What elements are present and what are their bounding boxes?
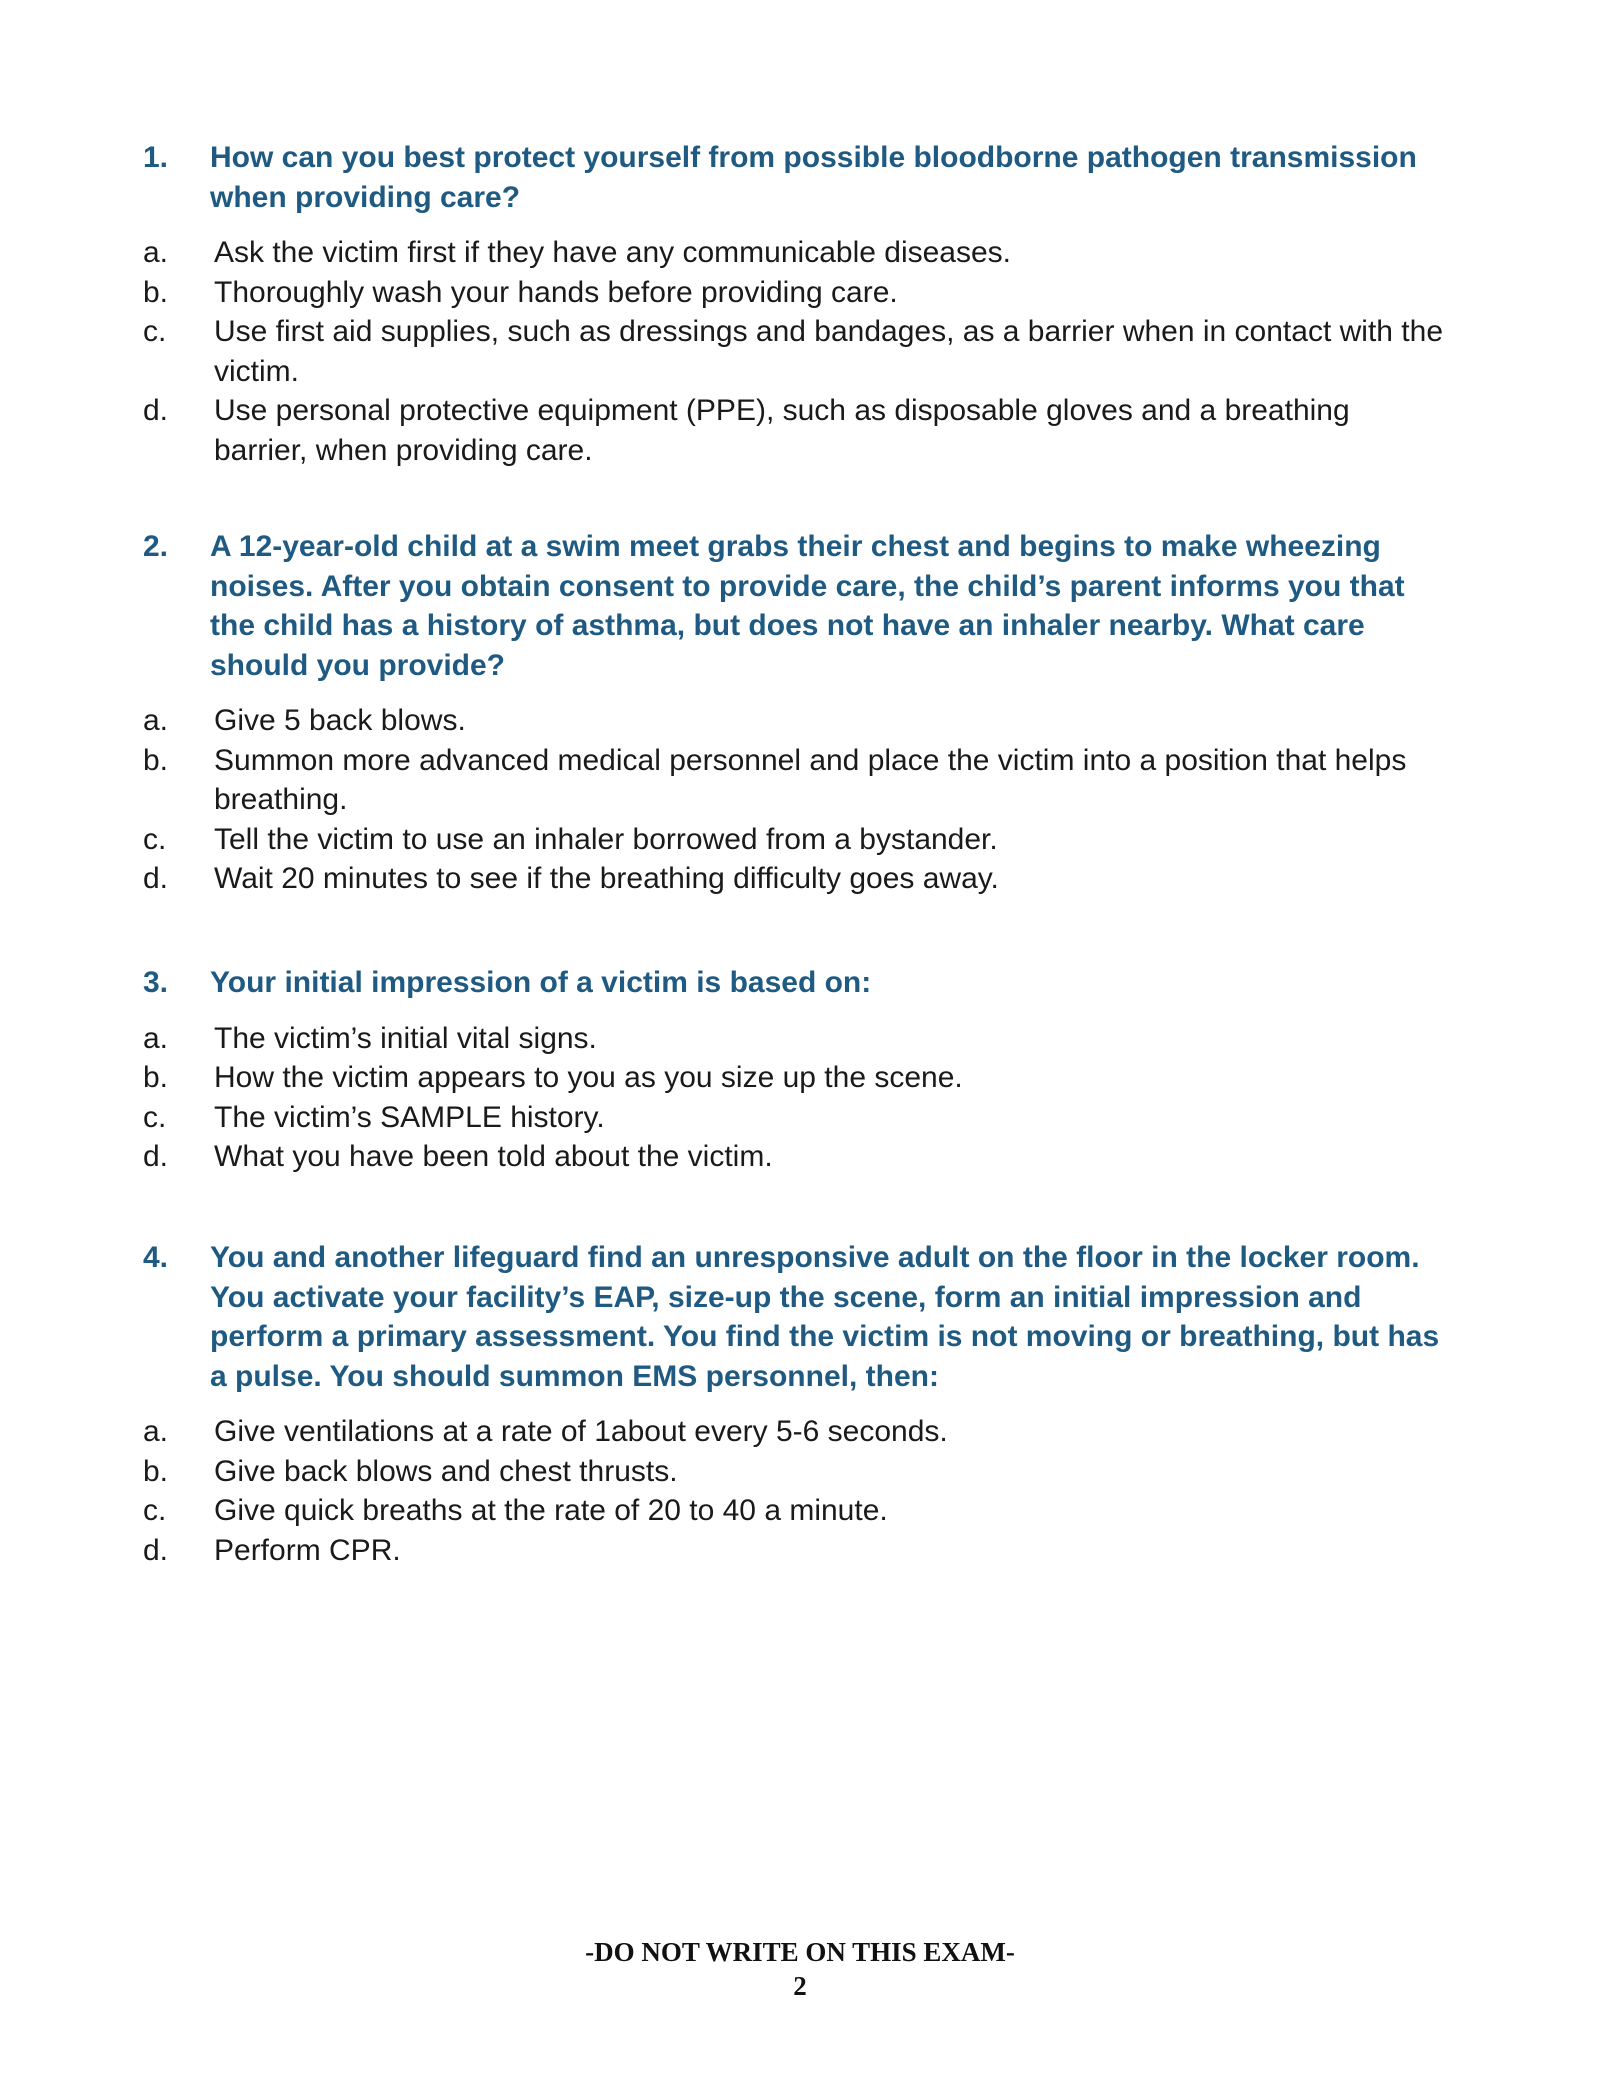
option-text: Give ventilations at a rate of 1about every 5-6 seconds.	[214, 1415, 948, 1448]
question-number: 3.	[143, 966, 169, 999]
question-4	[0, 1238, 1600, 1570]
question-text: You and another lifeguard find an unresponsive adult on the floor in the locker room. You activate your facility’s EAP, size-up the scene, form an initial impression and perform a primary assessment. You find the victim is not moving or breathing, but has a pulse. You should summon EMS personnel, then:	[210, 1241, 1440, 1393]
option-letter: c.	[143, 1100, 167, 1134]
answer-option	[0, 1412, 1600, 1452]
question-2	[0, 527, 1600, 899]
option-text: The victim’s initial vital signs.	[214, 1021, 597, 1055]
answer-option	[0, 1531, 1600, 1571]
option-text: Tell the victim to use an inhaler borrowed from a bystander.	[214, 822, 998, 856]
option-letter: c.	[143, 315, 167, 348]
question-heading	[0, 527, 1600, 685]
answer-option	[0, 741, 1600, 820]
option-text: Ask the victim first if they have any communicable diseases.	[214, 236, 1011, 269]
question-heading	[0, 963, 1600, 1003]
question-heading	[0, 1238, 1600, 1396]
option-letter: a.	[143, 1021, 169, 1055]
option-text: Give quick breaths at the rate of 20 to 40 a minute.	[214, 1494, 888, 1527]
answer-option	[0, 1058, 1600, 1098]
option-text: Summon more advanced medical personnel and place the victim into a position that helps breathing.	[214, 743, 1407, 816]
option-letter: b.	[143, 743, 169, 777]
question-number: 1.	[143, 141, 169, 174]
question-text: Your initial impression of a victim is based on:	[210, 966, 872, 999]
answer-options	[0, 233, 1600, 470]
question-number: 4.	[143, 1241, 169, 1274]
question-number: 2.	[143, 530, 169, 563]
option-text: Give back blows and chest thrusts.	[214, 1454, 678, 1488]
option-text: Thoroughly wash your hands before providing care.	[214, 275, 898, 309]
exam-notice: -DO NOT WRITE ON THIS EXAM-	[585, 1937, 1015, 1967]
answer-option	[0, 233, 1600, 273]
option-letter: a.	[143, 704, 169, 737]
answer-option	[0, 701, 1600, 741]
option-text: Use personal protective equipment (PPE), such as disposable gloves and a breathing barrier, when providing care.	[214, 394, 1350, 467]
option-letter: c.	[143, 822, 167, 856]
answer-option	[0, 391, 1600, 470]
answer-option	[0, 820, 1600, 860]
option-letter: b.	[143, 1061, 169, 1094]
option-letter: d.	[143, 862, 169, 895]
option-letter: c.	[143, 1494, 167, 1527]
question-3	[0, 963, 1600, 1177]
option-text: The victim’s SAMPLE history.	[214, 1100, 605, 1134]
option-text: How the victim appears to you as you size up the scene.	[214, 1061, 963, 1094]
question-1	[0, 138, 1600, 470]
option-letter: a.	[143, 1415, 169, 1448]
option-letter: d.	[143, 1140, 169, 1173]
question-heading	[0, 138, 1600, 217]
option-letter: a.	[143, 236, 169, 269]
answer-options	[0, 1019, 1600, 1177]
page-footer	[0, 1935, 1600, 2003]
answer-option	[0, 1019, 1600, 1059]
answer-option	[0, 312, 1600, 391]
question-text: How can you best protect yourself from possible bloodborne pathogen transmission when providing care?	[210, 141, 1417, 214]
answer-option	[0, 1137, 1600, 1177]
answer-option	[0, 1491, 1600, 1531]
page-number: 2	[793, 1971, 807, 2001]
question-text: A 12-year-old child at a swim meet grabs their chest and begins to make wheezing noises. After you obtain consent to provide care, the child’s parent informs you that the child has a history of asthma, but does not have an inhaler nearby. What care should you provide?	[210, 530, 1405, 682]
answer-options	[0, 1412, 1600, 1570]
option-text: What you have been told about the victim.	[214, 1140, 773, 1173]
option-text: Wait 20 minutes to see if the breathing difficulty goes away.	[214, 862, 999, 895]
answer-option	[0, 859, 1600, 899]
option-text: Perform CPR.	[214, 1533, 401, 1567]
option-letter: b.	[143, 275, 169, 309]
answer-option	[0, 1098, 1600, 1138]
option-text: Give 5 back blows.	[214, 704, 466, 737]
answer-options	[0, 701, 1600, 899]
option-letter: b.	[143, 1454, 169, 1488]
answer-option	[0, 273, 1600, 313]
answer-option	[0, 1452, 1600, 1492]
option-letter: d.	[143, 1533, 169, 1567]
option-letter: d.	[143, 394, 169, 427]
option-text: Use first aid supplies, such as dressings and bandages, as a barrier when in contact with the victim.	[214, 315, 1444, 388]
